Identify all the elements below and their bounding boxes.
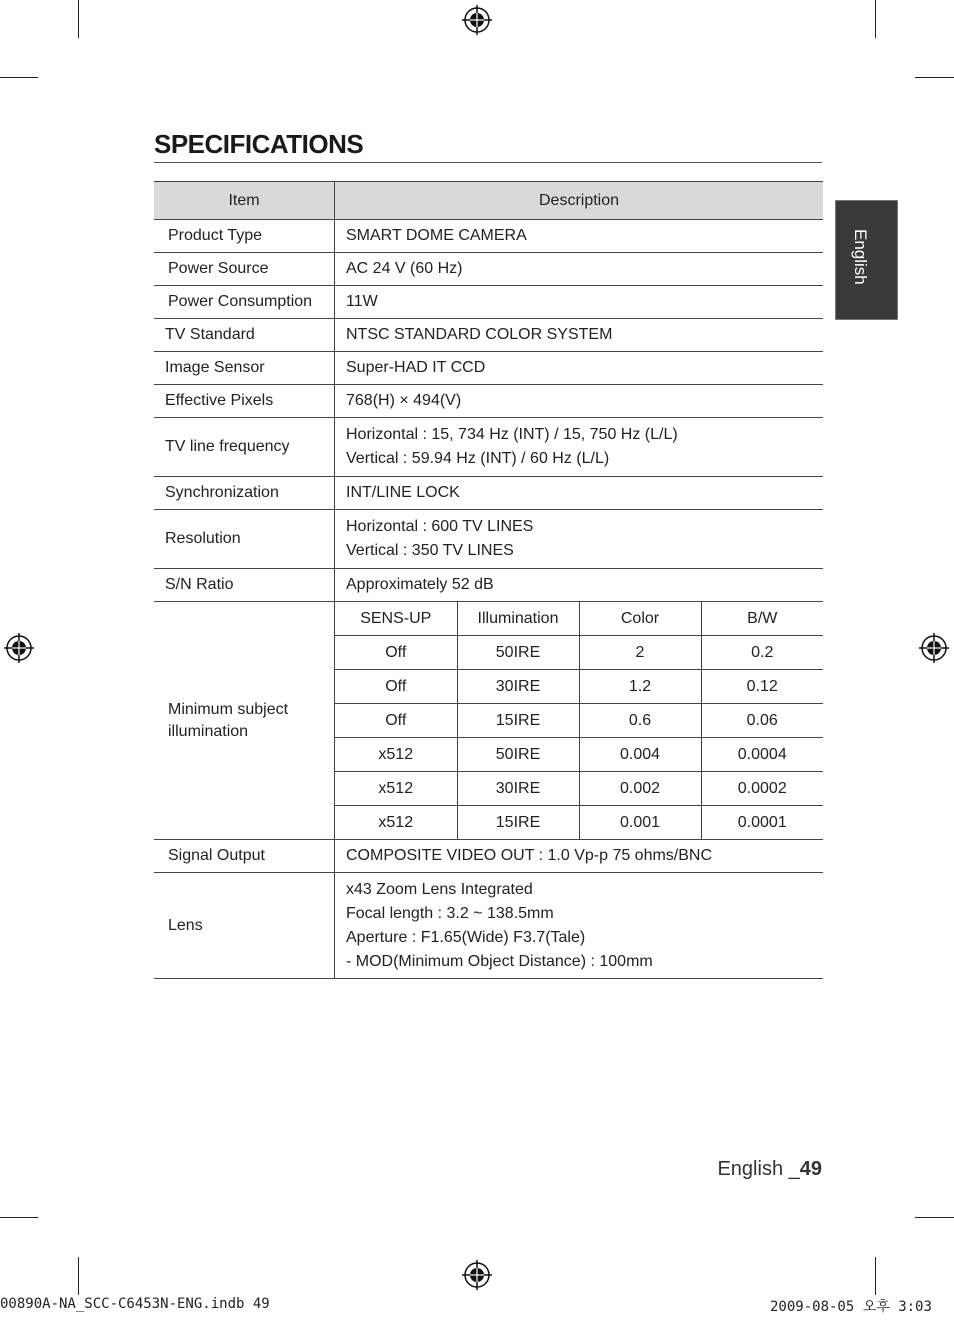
page-number: [717, 1158, 822, 1181]
illumination-cell-value: 0.0002: [701, 772, 823, 806]
page-title: SPECIFICATIONS: [154, 128, 822, 163]
illumination-row: [335, 738, 823, 772]
row-desc: Super-HAD IT CCD: [335, 352, 824, 385]
table-row: [154, 253, 823, 286]
language-side-tab: [835, 200, 898, 320]
desc-line: - MOD(Minimum Object Distance) : 100mm: [346, 952, 653, 970]
row-item: S/N Ratio: [154, 569, 335, 602]
row-desc: INT/LINE LOCK: [335, 477, 824, 510]
illumination-header: Illumination: [457, 602, 579, 636]
header-description: Description: [335, 182, 824, 220]
row-item: Product Type: [154, 220, 335, 253]
table-row: [154, 352, 823, 385]
registration-mark-icon: [462, 1260, 492, 1290]
illumination-cell-value: Off: [335, 670, 457, 704]
illumination-cell-value: x512: [335, 806, 457, 840]
illumination-cell-value: 0.004: [579, 738, 701, 772]
illumination-cell-value: 30IRE: [457, 670, 579, 704]
illumination-cell-value: 2: [579, 636, 701, 670]
crop-mark: [915, 1217, 954, 1218]
crop-mark: [78, 1257, 79, 1295]
desc-line: Vertical : 350 TV LINES: [346, 542, 514, 559]
illumination-cell-value: 0.6: [579, 704, 701, 738]
desc-line: Horizontal : 600 TV LINES: [346, 518, 534, 535]
row-desc: [335, 418, 824, 477]
illumination-header: B/W: [701, 602, 823, 636]
illumination-cell-value: 1.2: [579, 670, 701, 704]
illumination-cell-value: x512: [335, 772, 457, 806]
row-desc: AC 24 V (60 Hz): [335, 253, 824, 286]
row-desc: NTSC STANDARD COLOR SYSTEM: [335, 319, 824, 352]
crop-mark: [0, 1217, 38, 1218]
row-desc: 768(H) × 494(V): [335, 385, 824, 418]
illumination-header: Color: [579, 602, 701, 636]
crop-mark: [875, 1257, 876, 1295]
print-date-slug: 2009-08-05 오후 3:03: [770, 1299, 932, 1315]
illumination-cell-value: 0.06: [701, 704, 823, 738]
registration-mark-icon: [4, 633, 34, 663]
table-row: [154, 286, 823, 319]
illumination-cell: [335, 602, 824, 840]
row-item: Resolution: [154, 510, 335, 569]
crop-mark: [875, 0, 876, 38]
illumination-row: [335, 636, 823, 670]
registration-mark-icon: [462, 5, 492, 35]
illumination-cell-value: 0.2: [701, 636, 823, 670]
illumination-table: [335, 602, 823, 839]
desc-line: Horizontal : 15, 734 Hz (INT) / 15, 750 Hz (L/L): [346, 426, 678, 443]
table-row: [154, 220, 823, 253]
desc-line: x43 Zoom Lens Integrated: [346, 880, 533, 898]
row-desc: 11W: [335, 286, 824, 319]
footer-page-num: 49: [799, 1158, 822, 1180]
table-row: [154, 385, 823, 418]
row-item: TV line frequency: [154, 418, 335, 477]
table-row: [154, 319, 823, 352]
side-tab-label: English: [851, 229, 870, 285]
desc-line: Focal length : 3.2 ~ 138.5mm: [346, 904, 554, 922]
item-line: Minimum subject: [168, 700, 289, 718]
row-desc: [335, 873, 824, 979]
row-desc: COMPOSITE VIDEO OUT : 1.0 Vp-p 75 ohms/BNC: [335, 840, 824, 873]
row-item: [154, 602, 335, 840]
illumination-cell-value: 15IRE: [457, 806, 579, 840]
illumination-cell-value: 0.002: [579, 772, 701, 806]
table-row: [154, 418, 823, 477]
row-item: Image Sensor: [154, 352, 335, 385]
row-item: Effective Pixels: [154, 385, 335, 418]
desc-line: Vertical : 59.94 Hz (INT) / 60 Hz (L/L): [346, 450, 610, 467]
illumination-cell-value: 0.12: [701, 670, 823, 704]
table-row: [154, 477, 823, 510]
illumination-cell-value: 0.0001: [737, 813, 787, 831]
illumination-row: [335, 704, 823, 738]
illumination-cell-value: 0.0004: [701, 738, 823, 772]
illumination-cell-value: 30IRE: [457, 772, 579, 806]
illumination-cell-value: 15IRE: [457, 704, 579, 738]
table-row: [154, 873, 823, 979]
table-row: [154, 510, 823, 569]
row-item: Power Source: [154, 253, 335, 286]
header-item: Item: [154, 182, 335, 220]
illumination-cell-value: 50IRE: [457, 636, 579, 670]
table-row: [154, 602, 823, 840]
illumination-cell-value: 50IRE: [457, 738, 579, 772]
illumination-header: SENS-UP: [335, 602, 457, 636]
specifications-table: [154, 181, 823, 979]
desc-line: Aperture : F1.65(Wide) F3.7(Tale): [346, 928, 586, 946]
illumination-cell-value: 0.001: [579, 806, 701, 840]
illumination-row: [335, 670, 823, 704]
illumination-row: [335, 772, 823, 806]
row-item: TV Standard: [154, 319, 335, 352]
footer-language: English _: [717, 1158, 800, 1180]
crop-mark: [915, 77, 954, 78]
row-desc: [335, 510, 824, 569]
row-desc: SMART DOME CAMERA: [335, 220, 824, 253]
row-desc: Approximately 52 dB: [335, 569, 824, 602]
row-item: Power Consumption: [154, 286, 335, 319]
table-row: [154, 569, 823, 602]
row-item: Synchronization: [154, 477, 335, 510]
row-item: Signal Output: [154, 840, 335, 873]
illumination-cell-value: Off: [335, 636, 457, 670]
illumination-row: [335, 806, 823, 840]
row-item: Lens: [154, 873, 335, 979]
illumination-header-row: [335, 602, 823, 636]
table-header-row: [154, 182, 823, 220]
illumination-cell-value: Off: [335, 704, 457, 738]
item-line: illumination: [168, 722, 249, 740]
crop-mark: [78, 0, 79, 38]
table-row: [154, 840, 823, 873]
illumination-cell-value: x512: [335, 738, 457, 772]
crop-mark: [0, 77, 38, 78]
print-file-slug: 00890A-NA_SCC-C6453N-ENG.indb 49: [0, 1296, 270, 1312]
registration-mark-icon: [919, 633, 949, 663]
